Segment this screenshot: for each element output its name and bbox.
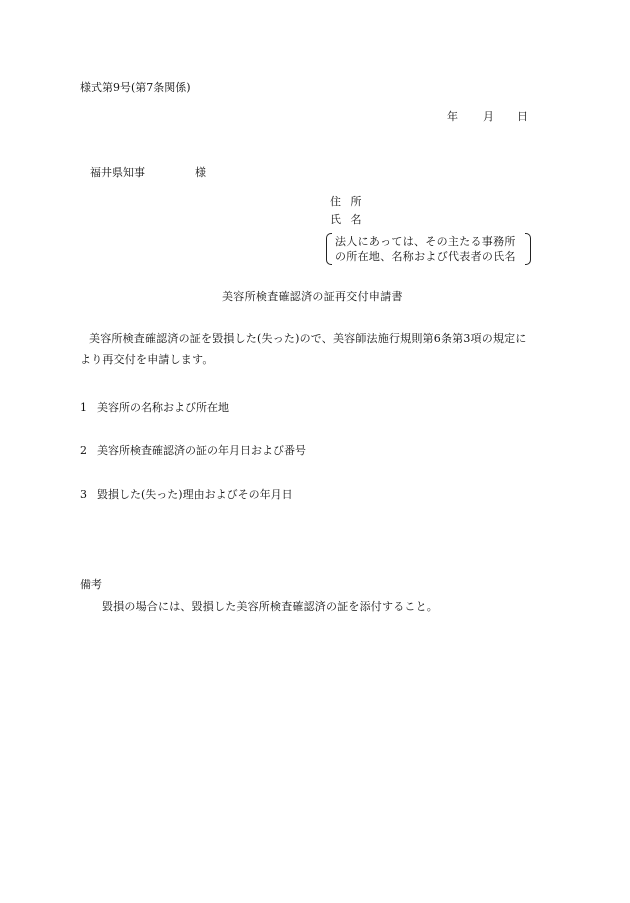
body-text-line-1: 美容所検査確認済の証を毀損した(失った)ので、美容師法施行規則第6条第3項の規定に [89,332,527,345]
item-text: 美容所検査確認済の証の年月日および番号 [97,444,306,457]
list-item [80,489,293,500]
right-bracket [525,233,531,265]
left-bracket [326,233,332,265]
corporation-note-line-1: 法人にあっては、その主たる事務所 [335,235,516,248]
list-item [80,402,229,413]
applicant-name-label: 氏 名 [330,213,365,226]
body-text-line-2: より再交付を申請します。 [80,353,214,366]
date-year-label: 年 [447,110,458,123]
item-text: 毀損した(失った)理由およびその年月日 [97,488,293,501]
corporation-note [326,233,531,263]
corporation-note-line-2: の所在地、名称および代表者の氏名 [335,250,516,263]
date-month-label: 月 [483,110,494,123]
addressee-honorific: 様 [195,166,206,179]
applicant-address-label: 住 所 [330,195,365,208]
remarks-heading: 備考 [80,578,102,591]
list-item [80,445,306,456]
form-number: 様式第9号(第7条関係) [80,81,191,94]
addressee-governor: 福井県知事 [90,166,145,179]
item-number: 1 [80,401,87,414]
item-text: 美容所の名称および所在地 [97,401,229,414]
document-title: 美容所検査確認済の証再交付申請書 [222,290,403,303]
remarks-text: 毀損の場合には、毀損した美容所検査確認済の証を添付すること。 [102,600,438,613]
item-number: 2 [80,444,87,457]
item-number: 3 [80,488,87,501]
date-day-label: 日 [517,110,528,123]
